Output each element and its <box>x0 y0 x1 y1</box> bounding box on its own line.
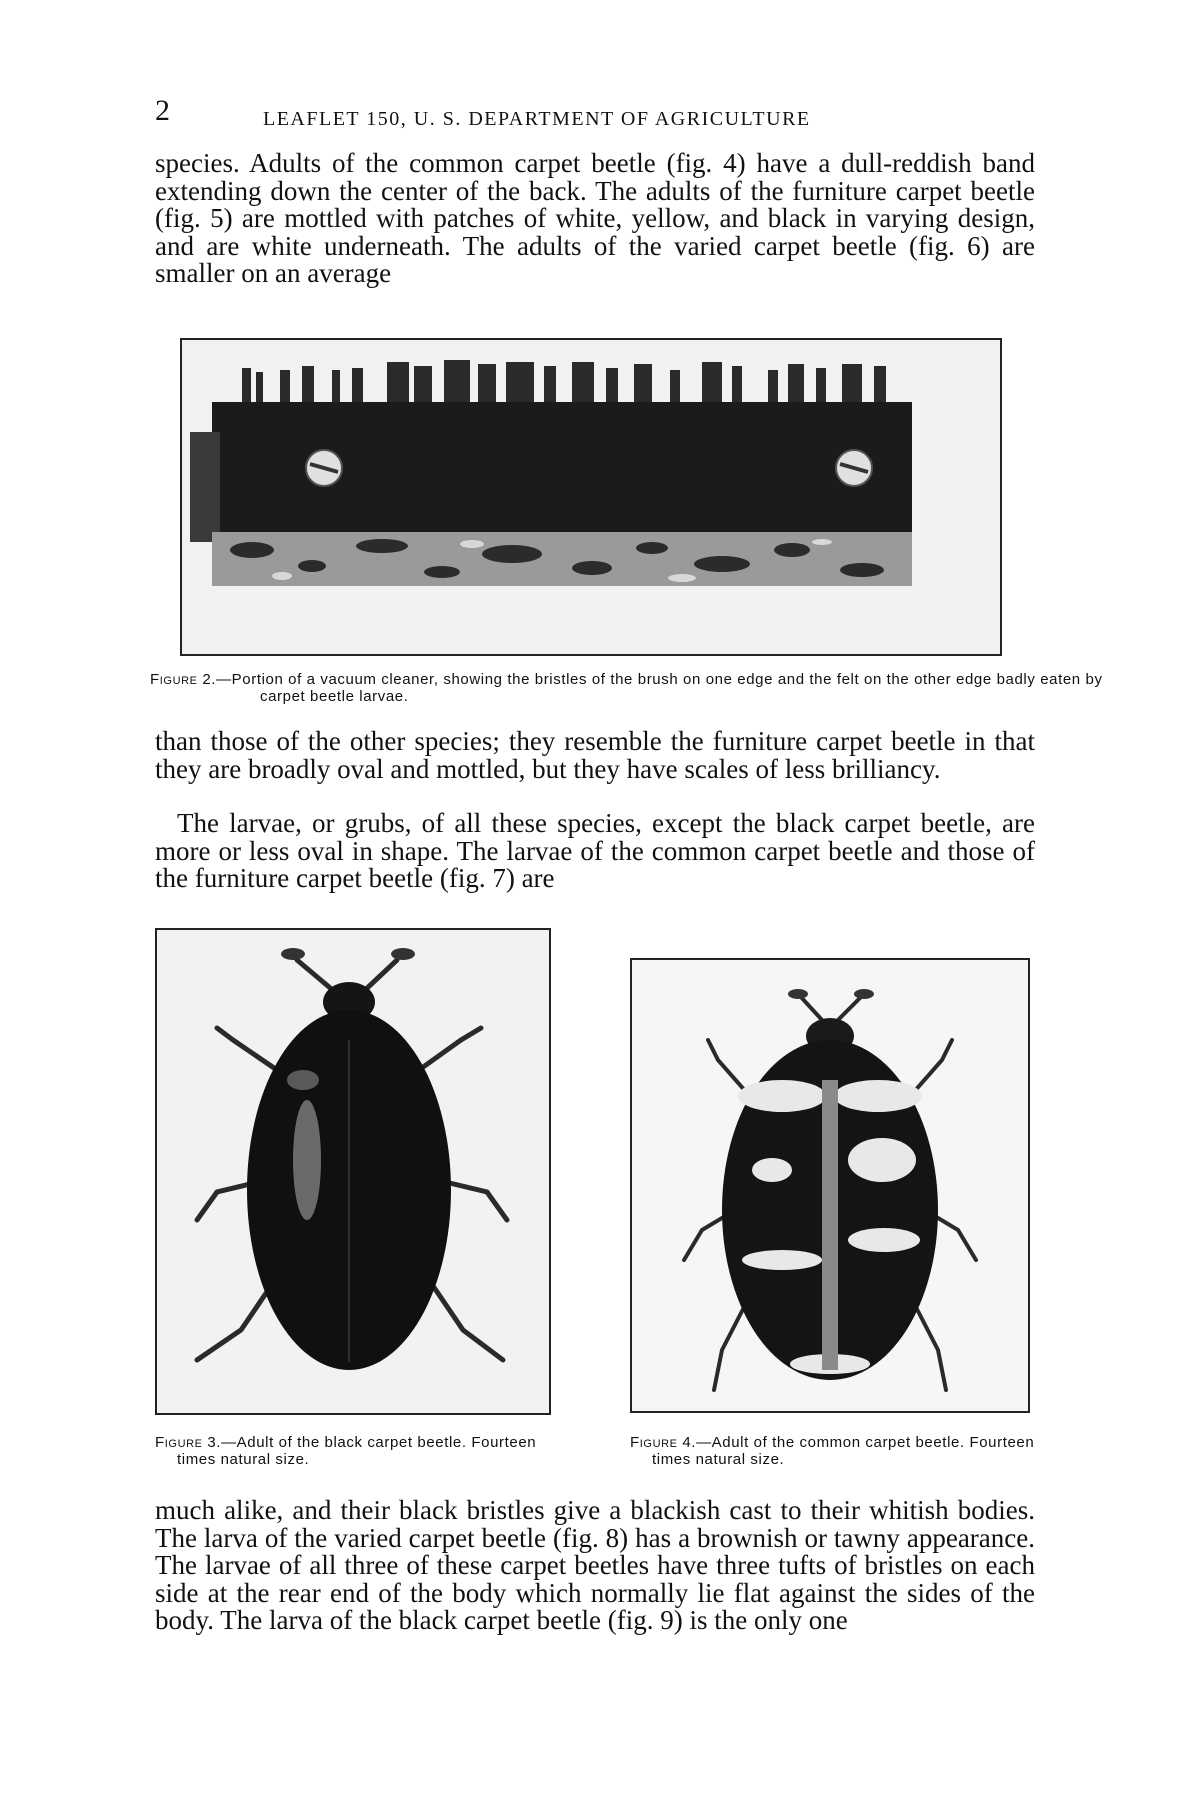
body-paragraph-3: The larvae, or grubs, of all these species, except the black carpet beetle, are more or less oval in shape. The larvae of the common carpet beetle and those of the furniture carpet beetle (fig. 7) are <box>155 808 1035 893</box>
page-header <box>155 94 1045 142</box>
black-carpet-beetle-illustration <box>157 930 549 1413</box>
figure-3-label: Figure 3. <box>155 1434 222 1451</box>
figure-2-image <box>180 338 1002 656</box>
body-paragraph-2: than those of the other species; they resemble the furniture carpet beetle in that they are broadly oval and mottled, but they have scales of less brilliancy. <box>155 726 1035 784</box>
page-number: 2 <box>155 94 170 127</box>
figure-2-label: Figure 2. <box>150 671 217 688</box>
figure-4-image <box>630 958 1030 1413</box>
figure-3-image <box>155 928 551 1415</box>
figure-2-caption-text: —Portion of a vacuum cleaner, showing the bristles of the brush on one edge and the felt on the other edge badly eaten by carpet beetle larvae. <box>216 671 1103 705</box>
figure-4-caption-text: —Adult of the common carpet beetle. Fourteen times natural size. <box>652 1434 1035 1468</box>
vacuum-brush-illustration <box>182 340 1000 654</box>
figure-4-label: Figure 4. <box>630 1434 697 1451</box>
body-paragraph-4: much alike, and their black bristles give a blackish cast to their whitish bodies. The larva of the varied carpet beetle (fig. 8) has a brownish or tawny appearance. The larvae of all three of these carpet beetles have three tufts of bristles on each side at the rear end of the body which normally lie flat against the sides of the body. The larva of the black carpet beetle (fig. 9) is the only one <box>155 1495 1035 1635</box>
running-title: LEAFLET 150, U. S. DEPARTMENT OF AGRICULTURE <box>263 108 811 130</box>
common-carpet-beetle-illustration <box>632 960 1028 1411</box>
body-paragraph-1: species. Adults of the common carpet beetle (fig. 4) have a dull-reddish band extending down the center of the back. The adults of the furniture carpet beetle (fig. 5) are mottled with patches of white, yellow, and black in varying design, and are white underneath. The adults of the varied carpet beetle (fig. 6) are smaller on an average <box>155 148 1035 288</box>
figure-2-caption <box>150 671 1150 705</box>
figure-3-caption-text: —Adult of the black carpet beetle. Fourteen times natural size. <box>177 1434 537 1468</box>
figure-4-caption <box>630 1434 1062 1468</box>
figure-3-caption <box>155 1434 577 1468</box>
